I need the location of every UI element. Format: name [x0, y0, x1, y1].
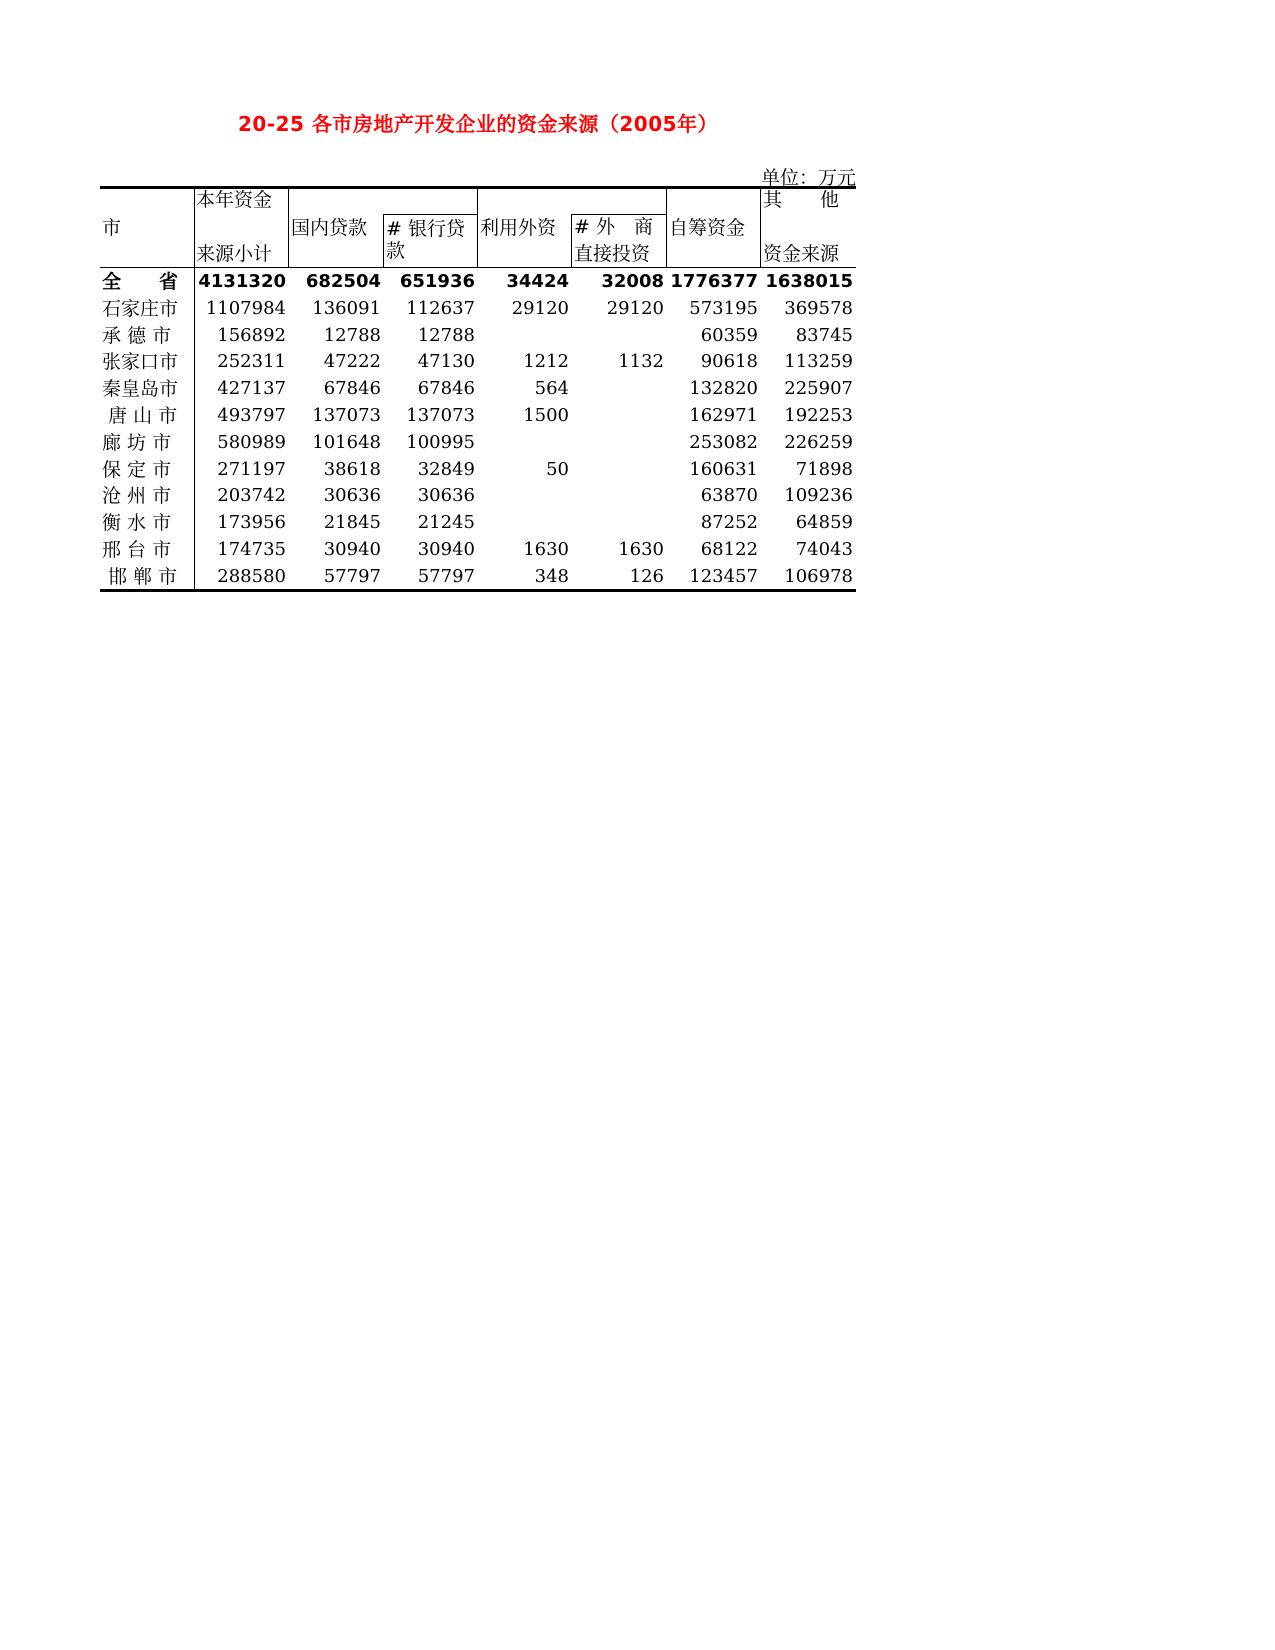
data-table	[100, 186, 856, 592]
row-value: 12788	[417, 324, 475, 346]
sub-header-rule	[383, 214, 478, 215]
row-city-name: 保 定 市	[102, 458, 172, 481]
row-value: 1776377	[670, 271, 758, 292]
row-value: 173956	[217, 512, 286, 534]
header-domestic-loans: 国内贷款	[291, 217, 368, 239]
header-self-raised: 自筹资金	[669, 217, 746, 239]
row-value: 47222	[323, 351, 381, 373]
row-value: 12788	[323, 324, 381, 346]
row-value: 112637	[406, 297, 475, 319]
column-divider	[288, 186, 289, 267]
row-value: 57797	[417, 565, 475, 587]
row-value: 47130	[417, 351, 475, 373]
row-value: 30636	[323, 485, 381, 507]
row-value: 1630	[523, 539, 569, 560]
row-city-name: 沧 州 市	[102, 485, 172, 508]
header-fdi-line1: # 外 商	[574, 216, 653, 238]
column-divider	[760, 186, 761, 267]
row-value: 288580	[217, 565, 286, 587]
row-value: 29120	[511, 297, 569, 319]
row-value: 1500	[523, 405, 569, 426]
table-row-total	[100, 269, 856, 295]
row-value: 225907	[784, 378, 853, 400]
row-value: 427137	[217, 378, 286, 400]
header-bottom-rule	[100, 267, 856, 268]
table-row	[100, 296, 856, 322]
row-value: 34424	[506, 271, 569, 292]
row-value: 30940	[417, 539, 475, 560]
table-row	[100, 403, 856, 429]
header-other-line1: 其 他	[763, 189, 840, 211]
row-value: 252311	[217, 351, 286, 373]
row-value: 136091	[312, 297, 381, 319]
unit-label: 单位：万元	[760, 167, 856, 189]
table-row	[100, 483, 856, 509]
row-city-name: 唐 山 市	[102, 405, 178, 427]
row-value: 1638015	[765, 271, 853, 292]
row-value: 1107984	[205, 297, 286, 319]
header-fdi-line2: 直接投资	[574, 243, 651, 265]
table-row	[100, 457, 856, 483]
header-foreign-capital: 利用外资	[480, 217, 557, 239]
row-value: 21845	[323, 512, 381, 534]
row-value: 50	[546, 458, 569, 480]
table-row	[100, 537, 856, 563]
row-value: 253082	[689, 431, 758, 453]
row-value: 71898	[795, 458, 853, 480]
table-row	[100, 564, 856, 590]
row-value: 132820	[689, 378, 758, 400]
row-value: 162971	[689, 405, 758, 426]
row-value: 493797	[217, 405, 286, 426]
header-city: 市	[102, 217, 122, 239]
row-value: 29120	[606, 297, 664, 319]
column-divider	[666, 186, 667, 267]
row-value: 580989	[217, 431, 286, 453]
row-value: 67846	[417, 378, 475, 400]
row-value: 1132	[618, 351, 664, 373]
row-value: 101648	[312, 431, 381, 453]
table-row	[100, 430, 856, 456]
table-row	[100, 323, 856, 349]
row-value: 38618	[323, 458, 381, 480]
page-title: 20-25 各市房地产开发企业的资金来源（2005年）	[237, 112, 719, 136]
row-city-name: 张家口市	[102, 351, 179, 374]
row-city-name: 邢 台 市	[102, 539, 172, 561]
row-value: 369578	[784, 297, 853, 319]
row-value: 109236	[784, 485, 853, 507]
row-value: 57797	[323, 565, 381, 587]
row-value: 60359	[700, 324, 758, 346]
row-value: 83745	[795, 324, 853, 346]
row-value: 137073	[312, 405, 381, 426]
row-city-name: 衡 水 市	[102, 512, 172, 535]
column-divider	[383, 214, 384, 267]
row-value: 126	[629, 565, 664, 587]
row-value: 226259	[784, 431, 853, 453]
row-value: 21245	[417, 512, 475, 534]
row-value: 174735	[217, 539, 286, 560]
row-value: 1212	[523, 351, 569, 373]
column-divider	[571, 214, 572, 267]
row-value: 68122	[700, 539, 758, 560]
header-other-line2: 资金来源	[763, 243, 840, 265]
row-value: 4131320	[198, 271, 286, 292]
row-value: 192253	[784, 405, 853, 426]
row-city-name: 承 德 市	[102, 324, 172, 347]
row-value: 106978	[784, 565, 853, 587]
row-value: 271197	[217, 458, 286, 480]
row-value: 32008	[601, 271, 664, 292]
table-row	[100, 510, 856, 536]
header-bank-loans: # 银行贷款	[386, 218, 465, 262]
row-value: 123457	[689, 565, 758, 587]
row-value: 564	[534, 378, 569, 400]
row-value: 682504	[305, 271, 381, 292]
row-value: 87252	[700, 512, 758, 534]
row-value: 348	[534, 565, 569, 587]
row-value: 74043	[795, 539, 853, 560]
table-row	[100, 376, 856, 402]
row-value: 156892	[217, 324, 286, 346]
row-city-name: 秦皇岛市	[102, 378, 179, 401]
row-value: 651936	[399, 271, 475, 292]
column-divider	[477, 186, 478, 267]
row-city-name: 全 省	[102, 271, 179, 293]
header-subtotal-line2: 来源小计	[196, 243, 273, 265]
row-value: 203742	[217, 485, 286, 507]
row-value: 30636	[417, 485, 475, 507]
row-value: 90618	[700, 351, 758, 373]
table-row	[100, 349, 856, 375]
row-value: 137073	[406, 405, 475, 426]
row-value: 67846	[323, 378, 381, 400]
row-value: 113259	[784, 351, 853, 373]
row-value: 32849	[417, 458, 475, 480]
header-subtotal-line1: 本年资金	[196, 189, 273, 211]
row-value: 573195	[689, 297, 758, 319]
row-city-name: 石家庄市	[102, 297, 179, 320]
row-city-name: 廊 坊 市	[102, 431, 172, 454]
row-value: 1630	[618, 539, 664, 560]
row-value: 63870	[700, 485, 758, 507]
row-value: 30940	[323, 539, 381, 560]
row-value: 160631	[689, 458, 758, 480]
row-city-name: 邯 郸 市	[102, 565, 178, 588]
row-value: 100995	[406, 431, 475, 453]
row-value: 64859	[795, 512, 853, 534]
